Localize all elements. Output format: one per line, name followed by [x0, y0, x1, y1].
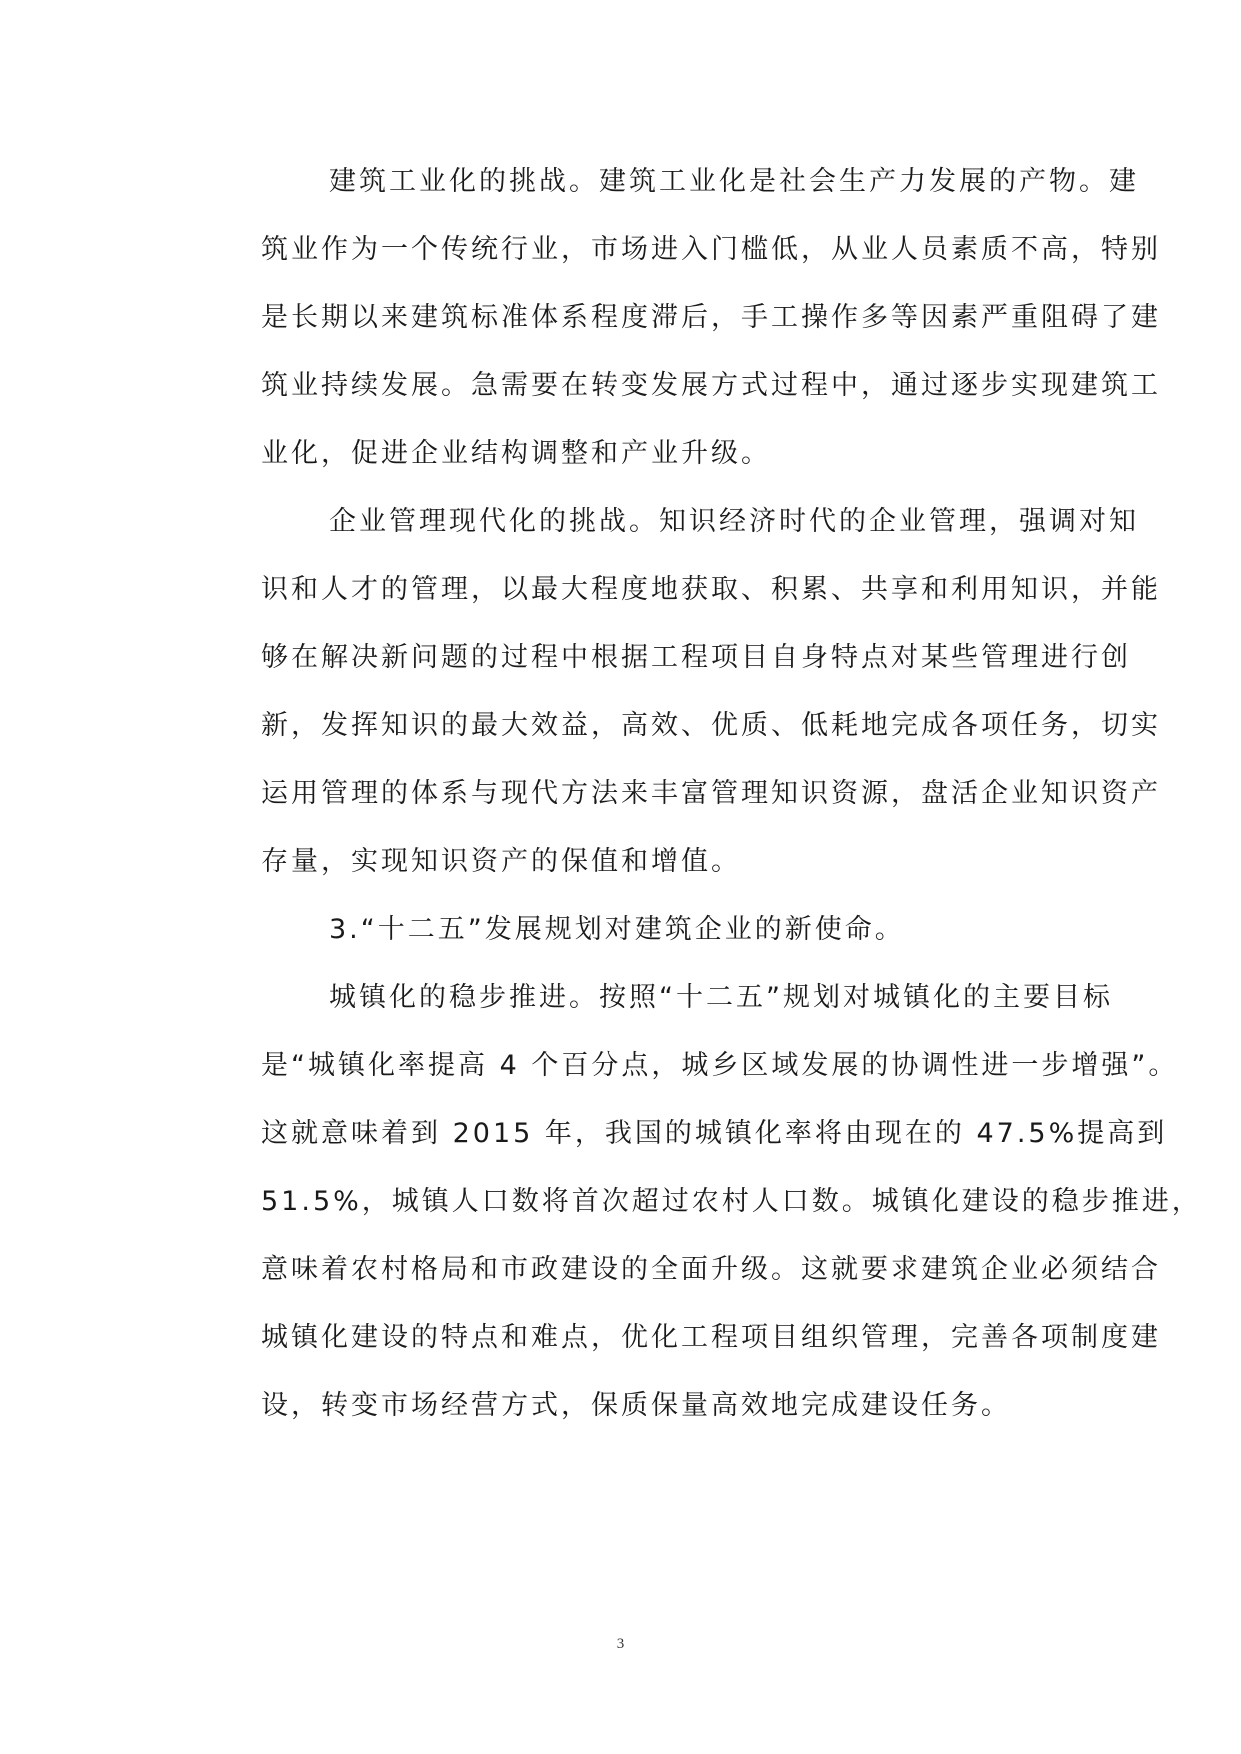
text-line: 建筑工业化的挑战。建筑工业化是社会生产力发展的产物。建 [329, 166, 1139, 197]
text-line: 51.5%，城镇人口数将首次超过农村人口数。城镇化建设的稳步推进， [261, 1186, 1202, 1217]
text-line: 筑业持续发展。急需要在转变发展方式过程中，通过逐步实现建筑工 [261, 370, 1161, 401]
text-line: 运用管理的体系与现代方法来丰富管理知识资源，盘活企业知识资产 [261, 778, 1161, 809]
paragraph-management-modernization [193, 488, 1161, 896]
text-line: 新，发挥知识的最大效益，高效、优质、低耗地完成各项任务，切实 [261, 710, 1161, 741]
text-line: 够在解决新问题的过程中根据工程项目自身特点对某些管理进行创 [261, 642, 1131, 673]
text-line: 意味着农村格局和市政建设的全面升级。这就要求建筑企业必须结合 [261, 1254, 1161, 1285]
paragraph-urbanization [193, 964, 1202, 1440]
section-heading-text: 3.“十二五”发展规划对建筑企业的新使命。 [329, 914, 905, 945]
text-line: 筑业作为一个传统行业，市场进入门槛低，从业人员素质不高，特别 [261, 234, 1161, 265]
text-line: 企业管理现代化的挑战。知识经济时代的企业管理，强调对知 [329, 506, 1139, 537]
text-line: 业化，促进企业结构调整和产业升级。 [261, 438, 771, 469]
text-line: 是长期以来建筑标准体系程度滞后，手工操作多等因素严重阻碍了建 [261, 302, 1161, 333]
text-line: 这就意味着到 2015 年，我国的城镇化率将由现在的 47.5%提高到 [261, 1118, 1168, 1149]
text-line: 城镇化建设的特点和难点，优化工程项目组织管理，完善各项制度建 [261, 1322, 1161, 1353]
text-line: 设，转变市场经营方式，保质保量高效地完成建设任务。 [261, 1390, 1011, 1421]
text-line: 城镇化的稳步推进。按照“十二五”规划对城镇化的主要目标 [329, 982, 1113, 1013]
text-line: 存量，实现知识资产的保值和增值。 [261, 846, 741, 877]
text-line: 识和人才的管理，以最大程度地获取、积累、共享和利用知识，并能 [261, 574, 1161, 605]
page-number: 3 [616, 1636, 625, 1652]
paragraph-construction-industrialization [193, 148, 1161, 488]
section-heading [193, 896, 1053, 964]
text-line: 是“城镇化率提高 4 个百分点，城乡区域发展的协调性进一步增强”。 [261, 1050, 1179, 1081]
body-text [193, 148, 1202, 1440]
